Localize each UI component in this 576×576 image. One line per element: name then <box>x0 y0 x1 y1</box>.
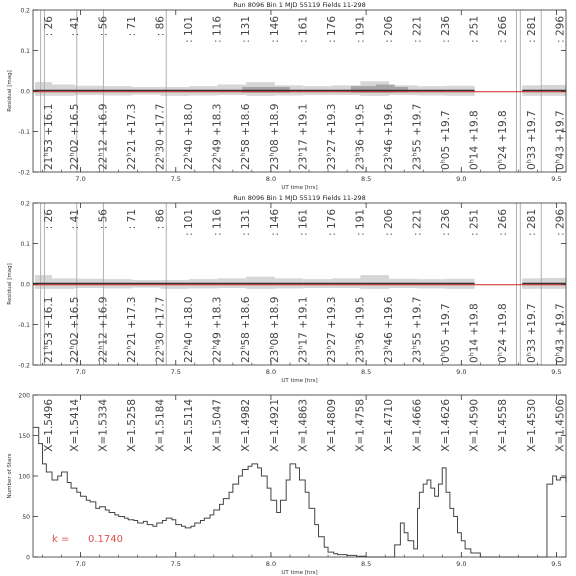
airmass-label: X=1.4863 <box>297 399 310 452</box>
coordinate-label: $22^h12 +16.9$ <box>96 103 110 170</box>
coordinate-label: $23^h46 +19.6$ <box>382 296 396 363</box>
field-number-label: : 71 <box>126 209 139 230</box>
y-axis-label: Number of Stars <box>7 453 13 499</box>
airmass-label: X=1.4758 <box>354 399 367 452</box>
y-tick-label: 0.1 <box>20 48 30 55</box>
y-axis-label: Residual [mag] <box>7 263 13 305</box>
y-tick-label: -0.1 <box>18 129 30 136</box>
field-number-label: : 266 <box>497 209 510 236</box>
coordinate-label: $22^h40 +18.0$ <box>182 296 196 363</box>
airmass-label: X=1.4921 <box>268 399 281 452</box>
field-number-label: : 251 <box>468 16 481 43</box>
x-tick-label: 7.5 <box>170 175 181 183</box>
field-number-label: : 191 <box>354 16 367 43</box>
x-tick-label: 7.5 <box>170 368 181 376</box>
chart-title: Run 8096 Bin 1 MJD 55119 Fields 11-298 <box>233 1 366 9</box>
y-tick-label: 200 <box>18 392 30 400</box>
field-number-label: : 296 <box>554 16 567 43</box>
coordinate-label: $23^h36 +19.5$ <box>353 103 367 170</box>
coordinate-label: $23^h55 +19.7$ <box>410 296 424 363</box>
field-number-label: : 251 <box>468 209 481 236</box>
y-axis-label: Residual [mag] <box>7 70 13 112</box>
field-number-label: : 266 <box>497 16 510 43</box>
field-number-label: : 41 <box>68 16 81 37</box>
coordinate-label: $0^h24 +19.8$ <box>496 303 510 363</box>
x-tick-label: 8.0 <box>265 560 277 568</box>
coordinate-label: $22^h02 +16.5$ <box>67 296 81 363</box>
airmass-label: X=1.4530 <box>525 399 538 452</box>
field-number-label: : 146 <box>268 16 281 43</box>
y-tick-label: -0.1 <box>18 322 30 329</box>
coordinate-label: $0^h33 +19.7$ <box>524 303 538 363</box>
coordinate-label: $22^h12 +16.9$ <box>96 296 110 363</box>
residual-box <box>35 82 52 96</box>
coordinate-label: $0^h24 +19.8$ <box>496 110 510 170</box>
field-number-label: : 86 <box>154 16 167 37</box>
coordinate-label: $21^h53 +16.1$ <box>42 296 56 363</box>
coordinate-label: $0^h43 +19.7$ <box>553 110 567 170</box>
field-number-label: : 86 <box>154 209 167 230</box>
field-number-label: : 26 <box>43 209 56 230</box>
coordinate-label: $0^h33 +19.7$ <box>524 110 538 170</box>
field-number-label: : 26 <box>43 16 56 37</box>
coordinate-label: $22^h40 +18.0$ <box>182 103 196 170</box>
field-number-label: : 191 <box>354 209 367 236</box>
x-tick-label: 8.5 <box>360 560 372 568</box>
field-number-label: : 221 <box>411 209 424 236</box>
airmass-label: X=1.4710 <box>383 399 396 452</box>
field-number-label: : 281 <box>525 209 538 236</box>
airmass-label: X=1.5334 <box>97 399 110 452</box>
coordinate-label: $22^h30 +17.7$ <box>153 103 167 170</box>
x-axis-label: UT time [hrs] <box>281 378 318 384</box>
field-number-label: : 116 <box>211 209 224 236</box>
chart-title: Run 8096 Bin 1 MJD 55119 Fields 11-298 <box>233 194 366 202</box>
field-number-label: : 176 <box>325 16 338 43</box>
field-number-label: : 146 <box>268 209 281 236</box>
x-tick-label: 7.5 <box>170 560 181 568</box>
airmass-label: X=1.4558 <box>497 399 510 452</box>
airmass-label: X=1.4506 <box>554 399 567 452</box>
y-tick-label: 0.2 <box>20 7 30 15</box>
x-tick-label: 8.5 <box>360 368 372 376</box>
coordinate-label: $23^h27 +19.3$ <box>324 296 338 363</box>
coordinate-label: $21^h53 +16.1$ <box>42 103 56 170</box>
field-number-label: : 101 <box>183 209 196 236</box>
residual-box <box>35 275 52 289</box>
airmass-label: X=1.4590 <box>468 399 481 452</box>
field-number-label: : 281 <box>525 16 538 43</box>
airmass-label: X=1.5047 <box>211 399 224 452</box>
field-number-label: : 131 <box>240 16 253 43</box>
airmass-label: X=1.4666 <box>411 399 424 452</box>
x-tick-label: 7.0 <box>75 368 86 376</box>
field-number-label: : 236 <box>440 209 453 236</box>
field-number-label: : 206 <box>383 209 396 236</box>
y-tick-label: 0 <box>26 554 30 562</box>
y-tick-label: 0.2 <box>20 200 30 208</box>
coordinate-label: $22^h21 +17.3$ <box>125 103 139 170</box>
field-number-label: : 101 <box>183 16 196 43</box>
x-tick-label: 9.0 <box>456 560 467 568</box>
airmass-label: X=1.5114 <box>183 399 196 452</box>
airmass-label: X=1.5258 <box>126 399 139 452</box>
field-number-label: : 296 <box>554 209 567 236</box>
coordinate-label: $22^h49 +18.3$ <box>210 296 224 363</box>
coordinate-label: $23^h36 +19.5$ <box>353 296 367 363</box>
coordinate-label: $0^h05 +19.7$ <box>439 110 453 170</box>
y-tick-label: -0.2 <box>18 362 30 370</box>
y-tick-label: 50 <box>22 514 30 521</box>
field-number-label: : 161 <box>297 16 310 43</box>
field-number-label: : 236 <box>440 16 453 43</box>
airmass-label: X=1.5184 <box>154 399 167 452</box>
x-tick-label: 8.0 <box>265 175 277 183</box>
coordinate-label: $23^h17 +19.1$ <box>296 103 310 170</box>
coordinate-label: $22^h30 +17.7$ <box>153 296 167 363</box>
coordinate-label: $23^h27 +19.3$ <box>324 103 338 170</box>
coordinate-label: $23^h17 +19.1$ <box>296 296 310 363</box>
y-tick-label: 100 <box>18 473 30 481</box>
coordinate-label: $23^h46 +19.6$ <box>382 103 396 170</box>
field-number-label: : 221 <box>411 16 424 43</box>
coordinate-label: $0^h43 +19.7$ <box>553 303 567 363</box>
coordinate-label: $23^h08 +18.9$ <box>267 103 281 170</box>
x-tick-label: 9.5 <box>551 560 562 568</box>
airmass-label: X=1.4626 <box>440 399 453 452</box>
y-tick-label: 0.0 <box>20 281 30 289</box>
x-tick-label: 8.5 <box>360 175 372 183</box>
residual-box <box>360 275 389 289</box>
coordinate-label: $22^h02 +16.5$ <box>67 103 81 170</box>
coordinate-label: $0^h14 +19.8$ <box>467 303 481 363</box>
coordinate-label: $0^h14 +19.8$ <box>467 110 481 170</box>
y-tick-label: 0.1 <box>20 241 30 248</box>
coordinate-label: $23^h55 +19.7$ <box>410 103 424 170</box>
k-label: k = <box>52 534 70 545</box>
k-value: 0.1740 <box>88 534 123 545</box>
x-tick-label: 7.0 <box>75 175 86 183</box>
coordinate-label: $22^h21 +17.3$ <box>125 296 139 363</box>
field-number-label: : 56 <box>97 209 110 230</box>
field-number-label: : 206 <box>383 16 396 43</box>
field-number-label: : 116 <box>211 16 224 43</box>
coordinate-label: $22^h58 +18.6$ <box>239 103 253 170</box>
field-number-label: : 41 <box>68 209 81 230</box>
coordinate-label: $0^h05 +19.7$ <box>439 303 453 363</box>
airmass-label: X=1.5496 <box>43 399 56 452</box>
coordinate-label: $22^h49 +18.3$ <box>210 103 224 170</box>
field-number-label: : 56 <box>97 16 110 37</box>
x-tick-label: 8.0 <box>265 368 277 376</box>
x-axis-label: UT time [hrs] <box>281 185 318 191</box>
x-tick-label: 9.0 <box>456 175 467 183</box>
field-number-label: : 71 <box>126 16 139 37</box>
field-number-label: : 161 <box>297 209 310 236</box>
coordinate-label: $23^h08 +18.9$ <box>267 296 281 363</box>
y-tick-label: -0.2 <box>18 169 30 177</box>
x-tick-label: 9.0 <box>456 368 467 376</box>
x-axis-label: UT time [hrs] <box>281 570 318 576</box>
airmass-label: X=1.5414 <box>68 399 81 452</box>
field-number-label: : 176 <box>325 209 338 236</box>
x-tick-label: 9.5 <box>551 368 562 376</box>
airmass-label: X=1.4982 <box>240 399 253 452</box>
field-number-label: : 131 <box>240 209 253 236</box>
y-tick-label: 0.0 <box>20 88 30 96</box>
airmass-label: X=1.4809 <box>325 399 338 452</box>
x-tick-label: 7.0 <box>75 560 86 568</box>
y-tick-label: 150 <box>18 433 30 440</box>
coordinate-label: $22^h58 +18.6$ <box>239 296 253 363</box>
x-tick-label: 9.5 <box>551 175 562 183</box>
